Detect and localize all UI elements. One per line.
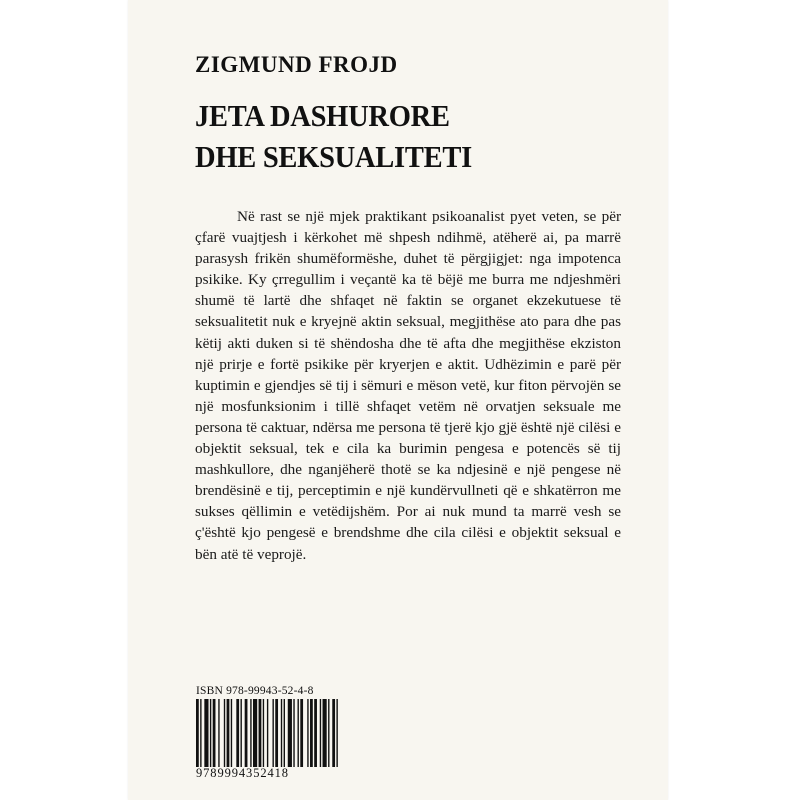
barcode-bar <box>328 699 329 767</box>
barcode-bar <box>314 699 317 767</box>
title-line-2: DHE SEKSUALITETI <box>195 139 472 174</box>
barcode-bar <box>298 699 299 767</box>
barcode-bar <box>275 699 278 767</box>
barcode-bar <box>250 699 251 767</box>
barcode-bar <box>218 699 219 767</box>
barcode-bar <box>210 699 211 767</box>
barcode-bar <box>231 699 232 767</box>
barcode-bar <box>253 699 257 767</box>
barcode-bar <box>310 699 313 767</box>
title-line-1: JETA DASHURORE <box>195 98 450 133</box>
barcode-bar <box>332 699 335 767</box>
blurb-text <box>195 206 621 565</box>
book-title <box>195 95 472 177</box>
barcode-bar <box>259 699 262 767</box>
barcode-bar <box>196 699 199 767</box>
barcode-bar <box>323 699 327 767</box>
barcode-bar <box>272 699 273 767</box>
barcode-bar <box>213 699 216 767</box>
barcode-bar <box>236 699 239 767</box>
barcode-bar <box>281 699 282 767</box>
barcode-bar <box>300 699 303 767</box>
barcode <box>196 699 342 767</box>
barcode-bar <box>267 699 268 767</box>
author-name: ZIGMUND FROJD <box>195 52 398 77</box>
barcode-bar <box>204 699 208 767</box>
barcode-bars <box>196 699 338 767</box>
barcode-digits: 9789994352418 <box>196 766 289 780</box>
barcode-bar <box>320 699 321 767</box>
barcode-bar <box>307 699 308 767</box>
barcode-bar <box>241 699 242 767</box>
barcode-bar <box>263 699 264 767</box>
barcode-bar <box>288 699 292 767</box>
blurb-paragraph: Në rast se një mjek praktikant psikoanalist pyet veten, se për çfarë vuajtjesh i kërkohet më shpesh ndihmë, atëherë ai, pa marrë parasysh frikën shumëformëshe, duhet të përgjigjet: nga impotenca psikike. Ky çrregullim i veçantë ka të bëjë me burra me ndjeshmëri shumë të lartë dhe shfaqet në faktin se organet ekzekutuese të seksualitetit nuk e kryejnë aktin seksual, megjithëse ato para dhe pas këtij akti duken si të shëndosha dhe të afta dhe megjithëse ekziston një prirje e fortë psikike për kryerjen e aktit. Udhëzimin e parë për kuptimin e gjendjes së tij i sëmuri e mëson vetë, kur fiton përvojën se një mosfunksionim i tillë shfaqet vetëm në orvatjen seksuale me persona të caktuar, ndërsa me persona të tjerë kjo gjë është një cilësi e objektit seksual, tek e cila ka burimin pengesa e potencës së tij mashkullore, dhe nganjëherë thotë se ka ndjesinë e një pengese në brendësinë e tij, perceptimin e një kundërvullneti që e shkatërron me sukses qëllimin e vetëdijshëm. Por ai nuk mund ta marrë vesh se ç'është kjo pengesë e brendshme dhe cila cilësi e objektit seksual e bën atë të veprojë. <box>195 208 621 563</box>
barcode-bar <box>245 699 248 767</box>
barcode-bar <box>200 699 201 767</box>
isbn-label: ISBN 978-99943-52-4-8 <box>196 685 314 697</box>
barcode-bar <box>284 699 285 767</box>
barcode-bar <box>293 699 294 767</box>
barcode-bar <box>224 699 225 767</box>
barcode-bar <box>227 699 230 767</box>
barcode-bar <box>336 699 337 767</box>
